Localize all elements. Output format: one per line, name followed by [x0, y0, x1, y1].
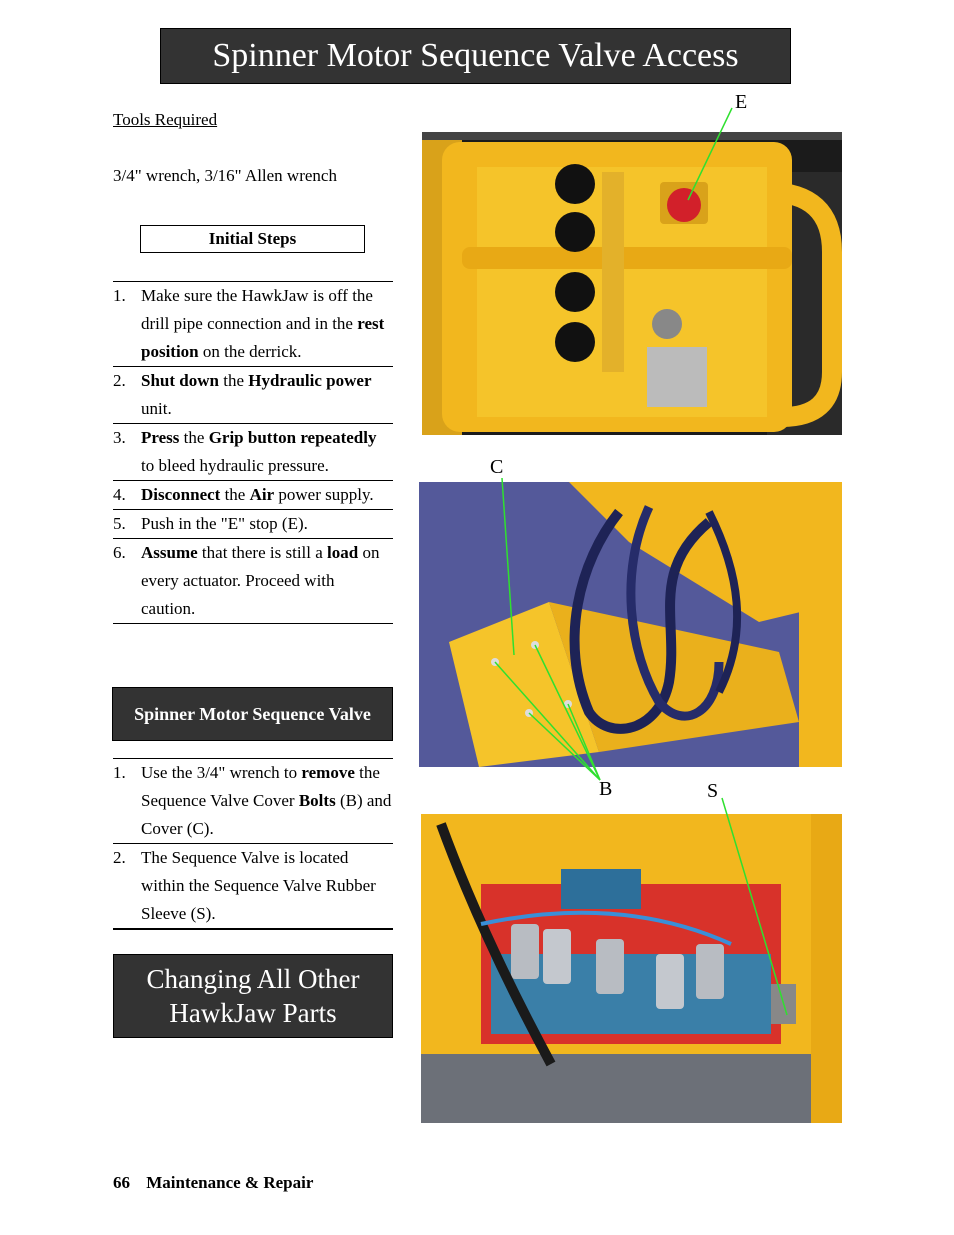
step-text-run: Use the 3/4" wrench to — [141, 763, 302, 782]
label-c: C — [490, 456, 504, 478]
page-title: Spinner Motor Sequence Valve Access — [160, 28, 791, 84]
step-text-run: the — [179, 428, 209, 447]
step-number: 3. — [113, 428, 126, 447]
step-number: 5. — [113, 514, 126, 533]
step-text-run: unit. — [141, 399, 172, 418]
step-text-run: that there is still a — [197, 543, 328, 562]
tools-required-text: 3/4" wrench, 3/16" Allen wrench — [113, 166, 337, 185]
callout-line-s — [722, 798, 787, 1015]
step-number: 4. — [113, 485, 126, 504]
step-text-bold: Disconnect — [141, 485, 221, 504]
step-text-bold: rest position — [141, 314, 385, 361]
step-text-bold: Air — [249, 485, 275, 504]
callout-line-b1 — [495, 662, 600, 780]
step-number: 6. — [113, 543, 126, 562]
step-number: 1. — [113, 286, 126, 305]
step-number: 2. — [113, 848, 126, 867]
step-text-run: the Sequence Valve Cover — [141, 763, 380, 810]
step-text-bold: Assume — [141, 543, 198, 562]
step-text-run: Make sure the HawkJaw is off the drill pipe connection and in the — [141, 286, 373, 333]
label-s: S — [707, 780, 719, 802]
callout-line-b2 — [535, 645, 600, 780]
step-text-run: The Sequence Valve is located within the Sequence Valve Rubber Sleeve (S). — [141, 848, 376, 923]
step-text-run: power supply. — [274, 485, 374, 504]
step-text-bold: Shut down — [141, 371, 219, 390]
footer-section: Maintenance & Repair — [146, 1173, 314, 1192]
step-text-bold: Grip button repeatedly — [208, 428, 377, 447]
step-text-bold: Press — [141, 428, 180, 447]
callout-line-c — [502, 478, 514, 655]
step-text-run: the — [218, 371, 249, 390]
label-e: E — [735, 91, 748, 113]
step-text-run: Push in the "E" stop (E). — [141, 514, 308, 533]
next-section-heading: Changing All Other HawkJaw Parts — [113, 954, 393, 1038]
step-text-run: to bleed hydraulic pressure. — [141, 456, 329, 475]
callout-line-b3 — [529, 713, 600, 780]
step-text-run: on every actuator. Proceed with caution. — [141, 543, 380, 618]
label-b: B — [599, 778, 613, 800]
step-text-bold: load — [327, 543, 359, 562]
step-text-run: on the derrick. — [198, 342, 302, 361]
step-text-bold: Bolts — [298, 791, 336, 810]
page-number: 66 — [113, 1173, 130, 1192]
step-number: 2. — [113, 371, 126, 390]
callout-line-b4 — [568, 704, 600, 780]
initial-steps-heading: Initial Steps — [140, 225, 365, 253]
step-text-run: (B) and Cover (C). — [141, 791, 392, 838]
step-number: 1. — [113, 763, 126, 782]
step-text-bold: remove — [301, 763, 355, 782]
step-text-run: the — [220, 485, 250, 504]
tools-required-label: Tools Required — [113, 110, 218, 129]
sequence-valve-heading: Spinner Motor Sequence Valve — [112, 687, 393, 741]
callout-line-e — [688, 108, 732, 200]
step-text-bold: Hydraulic power — [248, 371, 372, 390]
